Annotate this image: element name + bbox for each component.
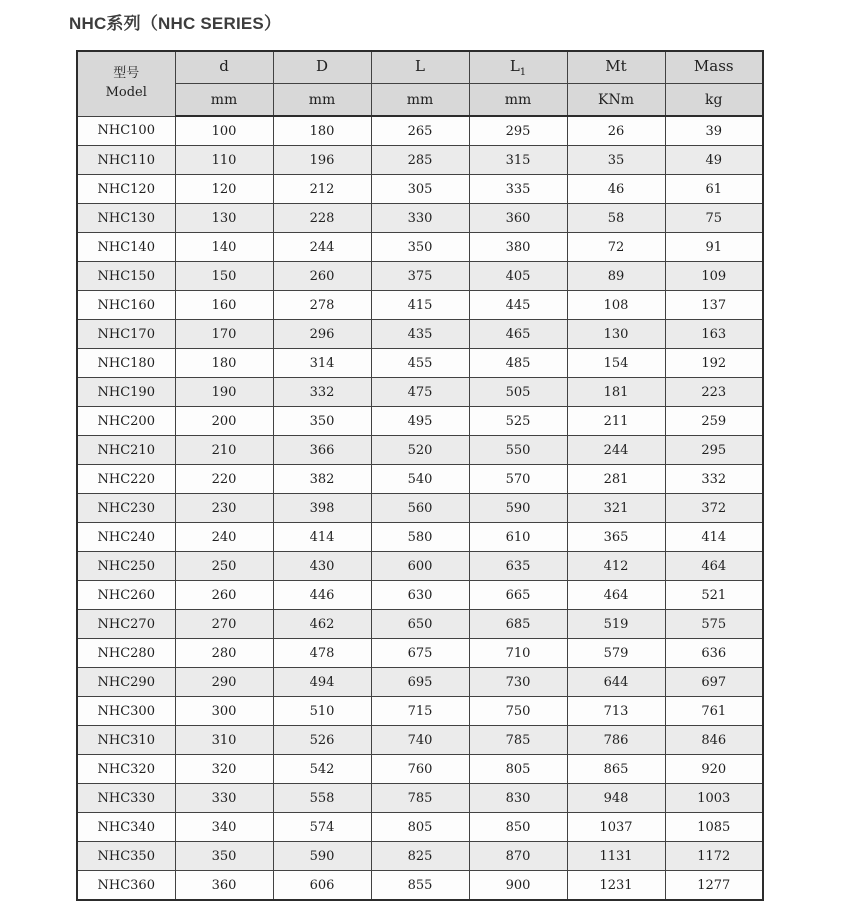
cell-L: 715	[371, 697, 469, 726]
cell-d: 290	[175, 668, 273, 697]
cell-D: 446	[273, 581, 371, 610]
cell-d: 360	[175, 871, 273, 901]
cell-model: NHC280	[77, 639, 175, 668]
cell-Mt: 26	[567, 116, 665, 146]
cell-Mt: 89	[567, 262, 665, 291]
table-row	[77, 378, 763, 407]
cell-D: 332	[273, 378, 371, 407]
cell-Mt: 46	[567, 175, 665, 204]
cell-L1: 730	[469, 668, 567, 697]
cell-Mt: 211	[567, 407, 665, 436]
cell-model: NHC260	[77, 581, 175, 610]
cell-model: NHC120	[77, 175, 175, 204]
cell-d: 110	[175, 146, 273, 175]
column-header-model	[77, 51, 175, 116]
cell-D: 414	[273, 523, 371, 552]
table-row	[77, 610, 763, 639]
cell-Mt: 321	[567, 494, 665, 523]
cell-d: 250	[175, 552, 273, 581]
table-row	[77, 494, 763, 523]
cell-Mt: 108	[567, 291, 665, 320]
nhc-series-spec-table	[76, 50, 764, 901]
cell-D: 478	[273, 639, 371, 668]
cell-D: 228	[273, 204, 371, 233]
cell-d: 120	[175, 175, 273, 204]
cell-d: 340	[175, 813, 273, 842]
cell-L1: 635	[469, 552, 567, 581]
cell-Mass: 75	[665, 204, 763, 233]
cell-model: NHC100	[77, 116, 175, 146]
header-units-row	[77, 84, 763, 117]
cell-Mass: 109	[665, 262, 763, 291]
cell-D: 366	[273, 436, 371, 465]
cell-d: 260	[175, 581, 273, 610]
table-row	[77, 233, 763, 262]
cell-Mass: 332	[665, 465, 763, 494]
cell-L: 435	[371, 320, 469, 349]
cell-L1: 465	[469, 320, 567, 349]
page-title: NHC系列（NHC SERIES）	[69, 14, 282, 33]
unit-L1: mm	[469, 84, 567, 117]
cell-L: 285	[371, 146, 469, 175]
cell-Mass: 521	[665, 581, 763, 610]
cell-D: 196	[273, 146, 371, 175]
cell-d: 200	[175, 407, 273, 436]
cell-D: 278	[273, 291, 371, 320]
cell-model: NHC250	[77, 552, 175, 581]
cell-L1: 785	[469, 726, 567, 755]
cell-Mt: 464	[567, 581, 665, 610]
unit-Mass: kg	[665, 84, 763, 117]
cell-model: NHC340	[77, 813, 175, 842]
cell-L: 350	[371, 233, 469, 262]
cell-D: 212	[273, 175, 371, 204]
cell-Mass: 1085	[665, 813, 763, 842]
cell-Mass: 1277	[665, 871, 763, 901]
cell-model: NHC360	[77, 871, 175, 901]
cell-D: 494	[273, 668, 371, 697]
cell-D: 526	[273, 726, 371, 755]
cell-L: 495	[371, 407, 469, 436]
cell-Mt: 58	[567, 204, 665, 233]
cell-Mass: 163	[665, 320, 763, 349]
cell-L1: 405	[469, 262, 567, 291]
cell-Mass: 259	[665, 407, 763, 436]
table-row	[77, 842, 763, 871]
cell-Mt: 865	[567, 755, 665, 784]
table-row	[77, 552, 763, 581]
table-row	[77, 320, 763, 349]
cell-model: NHC310	[77, 726, 175, 755]
cell-Mt: 72	[567, 233, 665, 262]
cell-d: 230	[175, 494, 273, 523]
table-row	[77, 871, 763, 901]
cell-Mass: 1172	[665, 842, 763, 871]
cell-L: 740	[371, 726, 469, 755]
cell-L1: 445	[469, 291, 567, 320]
cell-Mass: 137	[665, 291, 763, 320]
cell-Mass: 223	[665, 378, 763, 407]
cell-model: NHC330	[77, 784, 175, 813]
cell-Mt: 579	[567, 639, 665, 668]
cell-D: 314	[273, 349, 371, 378]
cell-d: 240	[175, 523, 273, 552]
cell-model: NHC200	[77, 407, 175, 436]
cell-D: 462	[273, 610, 371, 639]
unit-L: mm	[371, 84, 469, 117]
cell-L1: 685	[469, 610, 567, 639]
cell-D: 350	[273, 407, 371, 436]
cell-model: NHC290	[77, 668, 175, 697]
cell-model: NHC220	[77, 465, 175, 494]
cell-L1: 710	[469, 639, 567, 668]
cell-L: 455	[371, 349, 469, 378]
cell-D: 510	[273, 697, 371, 726]
cell-L: 695	[371, 668, 469, 697]
cell-L: 825	[371, 842, 469, 871]
cell-Mass: 372	[665, 494, 763, 523]
cell-model: NHC110	[77, 146, 175, 175]
cell-model: NHC180	[77, 349, 175, 378]
cell-L1: 830	[469, 784, 567, 813]
table-row	[77, 523, 763, 552]
cell-L: 415	[371, 291, 469, 320]
cell-Mass: 295	[665, 436, 763, 465]
cell-L1: 380	[469, 233, 567, 262]
cell-L: 560	[371, 494, 469, 523]
cell-L1: 900	[469, 871, 567, 901]
column-header-d: d	[175, 51, 273, 84]
cell-Mt: 713	[567, 697, 665, 726]
table-row	[77, 813, 763, 842]
cell-L: 540	[371, 465, 469, 494]
cell-L1: 505	[469, 378, 567, 407]
cell-L: 785	[371, 784, 469, 813]
cell-Mt: 130	[567, 320, 665, 349]
cell-L: 600	[371, 552, 469, 581]
cell-Mass: 920	[665, 755, 763, 784]
table-row	[77, 465, 763, 494]
cell-L1: 335	[469, 175, 567, 204]
table-row	[77, 116, 763, 146]
cell-L1: 590	[469, 494, 567, 523]
cell-model: NHC190	[77, 378, 175, 407]
cell-model: NHC230	[77, 494, 175, 523]
cell-Mass: 464	[665, 552, 763, 581]
cell-Mt: 154	[567, 349, 665, 378]
cell-Mass: 636	[665, 639, 763, 668]
cell-Mt: 1037	[567, 813, 665, 842]
cell-L: 520	[371, 436, 469, 465]
cell-Mass: 575	[665, 610, 763, 639]
cell-D: 574	[273, 813, 371, 842]
table-row	[77, 436, 763, 465]
header-name-row	[77, 51, 763, 84]
cell-Mass: 192	[665, 349, 763, 378]
cell-L1: 525	[469, 407, 567, 436]
cell-model: NHC150	[77, 262, 175, 291]
cell-d: 190	[175, 378, 273, 407]
cell-Mass: 49	[665, 146, 763, 175]
model-header-en: Model	[105, 84, 147, 100]
cell-L: 305	[371, 175, 469, 204]
cell-Mass: 846	[665, 726, 763, 755]
cell-L1: 295	[469, 116, 567, 146]
cell-Mass: 1003	[665, 784, 763, 813]
cell-L1: 870	[469, 842, 567, 871]
cell-Mt: 1231	[567, 871, 665, 901]
cell-D: 180	[273, 116, 371, 146]
cell-L: 580	[371, 523, 469, 552]
cell-D: 398	[273, 494, 371, 523]
cell-Mt: 181	[567, 378, 665, 407]
cell-Mt: 244	[567, 436, 665, 465]
cell-d: 210	[175, 436, 273, 465]
cell-model: NHC210	[77, 436, 175, 465]
cell-d: 320	[175, 755, 273, 784]
cell-model: NHC240	[77, 523, 175, 552]
unit-d: mm	[175, 84, 273, 117]
table-row	[77, 697, 763, 726]
cell-d: 270	[175, 610, 273, 639]
cell-L1: 665	[469, 581, 567, 610]
cell-d: 280	[175, 639, 273, 668]
cell-L: 475	[371, 378, 469, 407]
cell-L1: 360	[469, 204, 567, 233]
cell-L1: 805	[469, 755, 567, 784]
cell-L: 330	[371, 204, 469, 233]
cell-d: 180	[175, 349, 273, 378]
cell-L1: 550	[469, 436, 567, 465]
cell-d: 350	[175, 842, 273, 871]
column-header-Mass: Mass	[665, 51, 763, 84]
cell-L1: 485	[469, 349, 567, 378]
table-row	[77, 755, 763, 784]
cell-d: 150	[175, 262, 273, 291]
cell-model: NHC140	[77, 233, 175, 262]
cell-D: 430	[273, 552, 371, 581]
table-row	[77, 204, 763, 233]
table-row	[77, 146, 763, 175]
cell-Mass: 697	[665, 668, 763, 697]
cell-L: 855	[371, 871, 469, 901]
column-header-L1: $L_1$	[469, 51, 567, 84]
table-row	[77, 784, 763, 813]
cell-L1: 850	[469, 813, 567, 842]
cell-Mass: 61	[665, 175, 763, 204]
column-header-Mt: Mt	[567, 51, 665, 84]
cell-d: 140	[175, 233, 273, 262]
cell-Mt: 644	[567, 668, 665, 697]
cell-D: 590	[273, 842, 371, 871]
cell-Mass: 761	[665, 697, 763, 726]
cell-d: 130	[175, 204, 273, 233]
cell-model: NHC170	[77, 320, 175, 349]
cell-D: 244	[273, 233, 371, 262]
cell-d: 330	[175, 784, 273, 813]
table-row	[77, 262, 763, 291]
cell-L: 675	[371, 639, 469, 668]
cell-d: 170	[175, 320, 273, 349]
cell-L: 650	[371, 610, 469, 639]
table-row	[77, 175, 763, 204]
cell-Mt: 365	[567, 523, 665, 552]
cell-D: 542	[273, 755, 371, 784]
table-row	[77, 407, 763, 436]
cell-D: 382	[273, 465, 371, 494]
cell-L: 265	[371, 116, 469, 146]
table-row	[77, 668, 763, 697]
table-header	[77, 51, 763, 116]
column-header-L: L	[371, 51, 469, 84]
cell-D: 606	[273, 871, 371, 901]
unit-D: mm	[273, 84, 371, 117]
cell-Mt: 35	[567, 146, 665, 175]
cell-Mt: 1131	[567, 842, 665, 871]
cell-model: NHC350	[77, 842, 175, 871]
cell-Mt: 786	[567, 726, 665, 755]
cell-d: 220	[175, 465, 273, 494]
cell-d: 310	[175, 726, 273, 755]
cell-Mass: 91	[665, 233, 763, 262]
cell-L: 760	[371, 755, 469, 784]
table-row	[77, 639, 763, 668]
cell-model: NHC130	[77, 204, 175, 233]
cell-model: NHC320	[77, 755, 175, 784]
cell-L1: 315	[469, 146, 567, 175]
table-row	[77, 726, 763, 755]
column-header-D: D	[273, 51, 371, 84]
cell-Mt: 281	[567, 465, 665, 494]
cell-L1: 570	[469, 465, 567, 494]
cell-model: NHC270	[77, 610, 175, 639]
table-body	[77, 116, 763, 900]
unit-Mt: KNm	[567, 84, 665, 117]
cell-Mt: 948	[567, 784, 665, 813]
cell-Mass: 414	[665, 523, 763, 552]
cell-D: 558	[273, 784, 371, 813]
cell-D: 260	[273, 262, 371, 291]
cell-model: NHC160	[77, 291, 175, 320]
table-row	[77, 581, 763, 610]
cell-d: 160	[175, 291, 273, 320]
cell-Mt: 412	[567, 552, 665, 581]
cell-d: 300	[175, 697, 273, 726]
cell-d: 100	[175, 116, 273, 146]
table-row	[77, 349, 763, 378]
cell-Mass: 39	[665, 116, 763, 146]
cell-L1: 750	[469, 697, 567, 726]
cell-D: 296	[273, 320, 371, 349]
cell-L1: 610	[469, 523, 567, 552]
cell-L: 375	[371, 262, 469, 291]
cell-L: 805	[371, 813, 469, 842]
model-header-cn: 型号	[113, 65, 140, 81]
table-row	[77, 291, 763, 320]
cell-L: 630	[371, 581, 469, 610]
cell-model: NHC300	[77, 697, 175, 726]
cell-Mt: 519	[567, 610, 665, 639]
